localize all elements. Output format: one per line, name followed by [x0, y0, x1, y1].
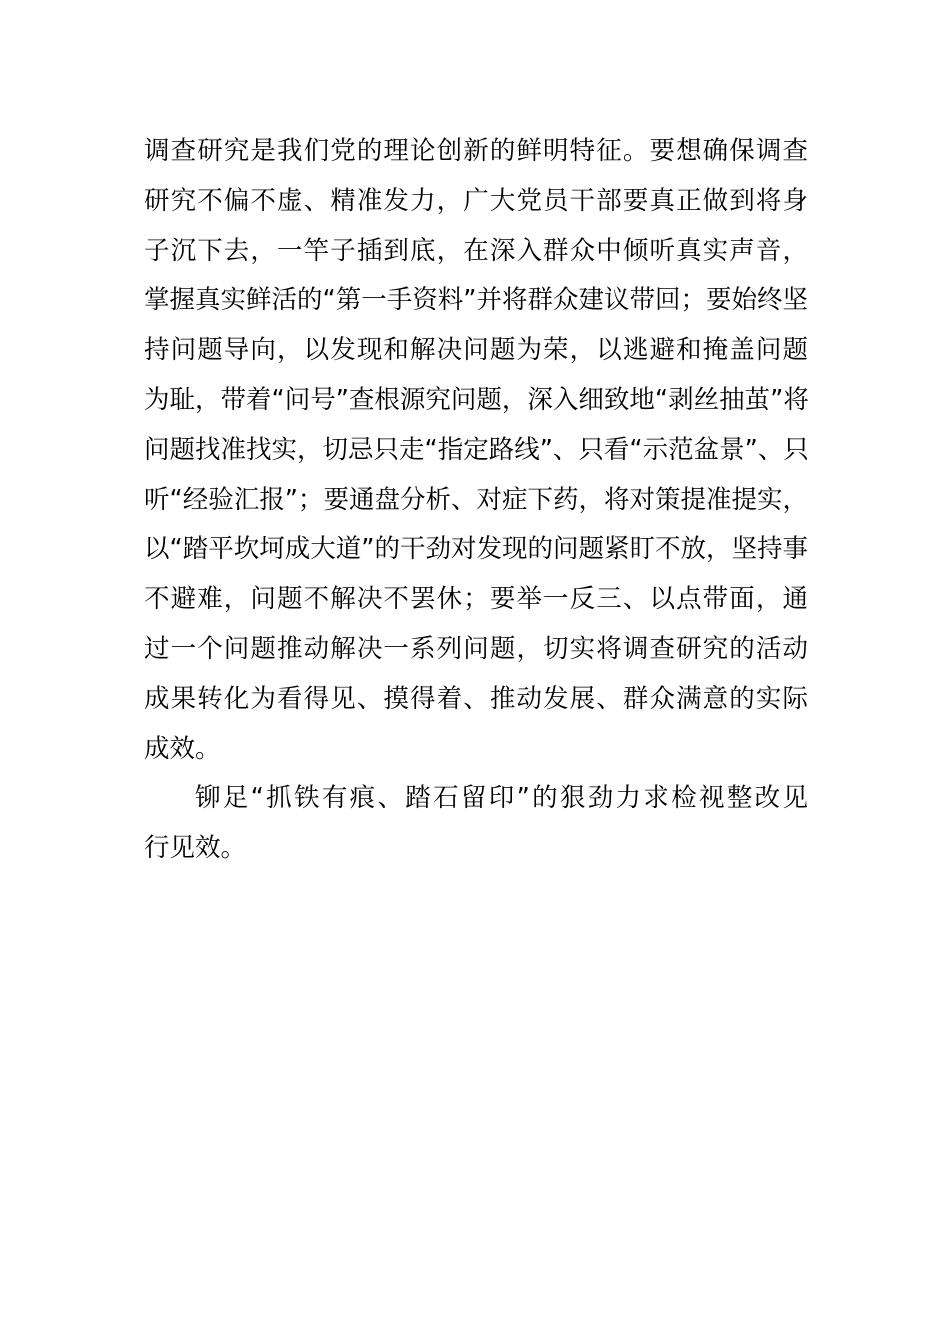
- paragraph-line: 铆足“抓铁有痕、踏石留印”的狠劲力求检视整改见: [195, 783, 808, 814]
- paragraph-line: 子沉下去，一竿子插到底，在深入群众中倾听真实声音，: [144, 235, 808, 266]
- paragraph-line: 问题找准找实，切忌只走“指定路线”、只看“示范盆景”、只: [144, 434, 809, 465]
- paragraph-2: [144, 774, 808, 874]
- paragraph-line: 持问题导向，以发现和解决问题为荣，以逃避和掩盖问题: [144, 335, 808, 366]
- paragraph-line: 为耻，带着“问号”查根源究问题，深入细致地“剥丝抽茧”将: [144, 384, 809, 415]
- paragraph-line: 调查研究是我们党的理论创新的鲜明特征。要想确保调查: [144, 136, 808, 166]
- paragraph-line: 成果转化为看得见、摸得着、推动发展、群众满意的实际: [144, 683, 808, 714]
- paragraph-1: [144, 127, 808, 774]
- paragraph-line: 掌握真实鲜活的“第一手资料”并将群众建议带回；要始终坚: [144, 285, 808, 316]
- paragraph-line: 听“经验汇报”；要通盘分析、对症下药，将对策提准提实，: [144, 484, 808, 515]
- paragraph-line: 成效。: [144, 733, 221, 764]
- document-body: [144, 127, 808, 874]
- paragraph-line: 不避难，问题不解决不罢休；要举一反三、以点带面，通: [144, 584, 808, 615]
- paragraph-line: 以“踏平坎坷成大道”的干劲对发现的问题紧盯不放，坚持事: [144, 534, 808, 565]
- paragraph-line: 研究不偏不虚、精准发力，广大党员干部要真正做到将身: [144, 185, 808, 216]
- paragraph-line: 过一个问题推动解决一系列问题，切实将调查研究的活动: [144, 633, 808, 664]
- paragraph-line: 行见效。: [144, 833, 247, 864]
